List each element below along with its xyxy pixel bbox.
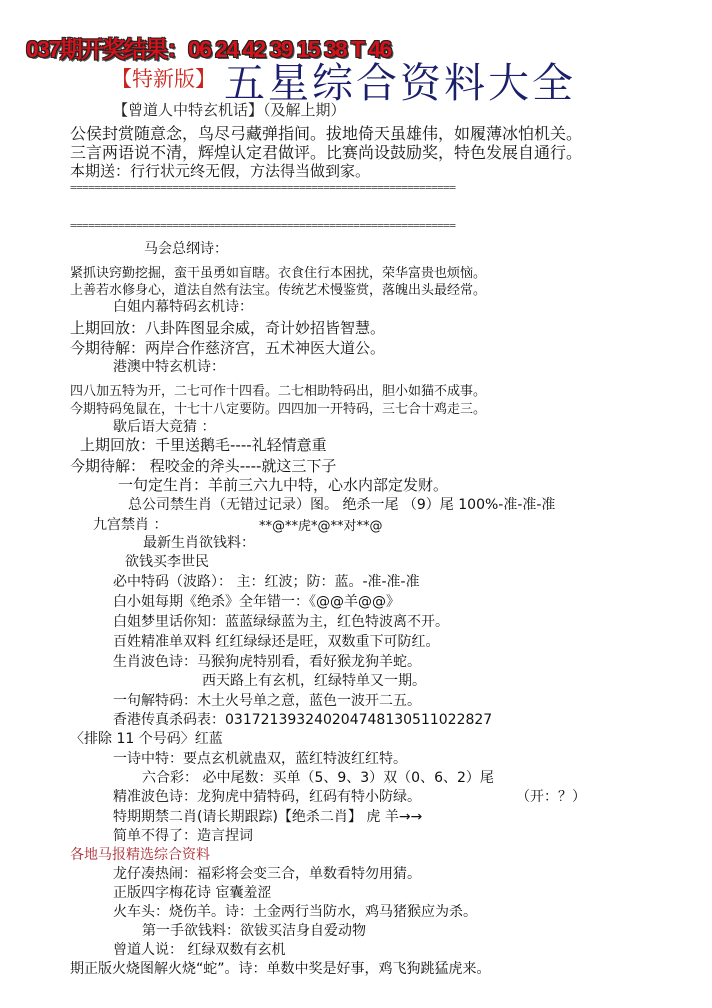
last-period-answer: 上期回放：千里送鹅毛----礼轻情意重 [80, 436, 327, 454]
riddle-line: 欲钱买李世民 [125, 554, 209, 570]
section-heading-zuixin: 最新生肖欲钱料： [143, 535, 255, 551]
poem-line: 龙仔凑热闹：福彩将会变三合，单数看特勿用猜。 [113, 866, 421, 882]
poem-line: 上善若水修身心，道法自然有法宝。传统艺术慢鉴赏，落魄出头最经常。 [70, 283, 487, 298]
tail-number-line: 六合彩： 必中尾数：买单（5、9、3）双（0、6、2）尾 [142, 770, 494, 786]
section-heading-xiehouyu: 歇后语大竞猜 ： [113, 419, 216, 435]
separator: ================================================================ [70, 181, 456, 194]
section-heading-zengdaoren: 【曾道人中特玄机话】（及解上期） [113, 101, 346, 119]
result-banner: 037期开奖结果：06 24 42 39 15 38 T 46 [26, 36, 391, 62]
riddle-line: 第一手欲钱料：欲钹买洁身自爱动物 [142, 923, 366, 939]
kill-line: 白小姐每期《绝杀》全年错一：《@@羊@@》 [113, 594, 400, 610]
odd-even-line: 百姓精准单双料 红红绿绿还是旺，双数重下可防红。 [113, 634, 440, 650]
poem-line: 今期特码兔鼠在，十七十八定要防。四四加一开特码，三七合十鸡走三。 [70, 402, 487, 417]
edition-tag: 【特新版】 [111, 67, 216, 91]
current-period-riddle: 今期待解：两岸合作慈济宫，五术神医大道公。 [70, 339, 386, 357]
wave-poem-line: 精准波色诗：龙狗虎中猜特码，红码有特小防绿。 [113, 789, 421, 805]
current-period-riddle: 今期待解： 程咬金的斧头----就这三下子 [70, 457, 337, 475]
last-period-answer: 上期回放：八卦阵图显余威，奇计妙招皆智慧。 [70, 319, 386, 337]
section-heading-baijie: 白姐内幕特码玄机诗： [113, 299, 253, 315]
section-heading-mahui: 马会总纲诗： [144, 241, 228, 257]
zodiac-wave-poem: 生肖波色诗：马猴狗虎特别看，看好猴龙狗羊蛇。 [113, 654, 421, 670]
dream-line: 白姐梦里话你知：蓝蓝绿绿蓝为主，红色特波离不开。 [113, 614, 449, 630]
zengdaoren-says: 曾道人说： 红绿双数有玄机 [113, 942, 286, 958]
fire-burn-line: 期正版火烧图解火烧“蛇”。诗：单数中奖是好事，鸡飞狗跳猛虎来。 [70, 961, 491, 977]
company-ban-line: 总公司禁生肖（无错过记录）图。 绝杀一尾 （9）尾 100%-准-准-准 [128, 497, 556, 513]
section-heading-gedi: 各地马报精选综合资料 [70, 847, 210, 863]
poem-line: 本期送：行行状元终无假，方法得当做到家。 [70, 162, 371, 180]
page-title: 五星综合资料大全 [224, 59, 576, 107]
poem-line: 三言两语说不清，辉煌认定君做评。比赛尚设鼓励奖，特色发展自通行。 [70, 143, 583, 162]
section-heading-gangao: 港澳中特玄机诗： [113, 359, 225, 375]
zodiac-wave-poem: 西天路上有玄机，红绿特单又一期。 [202, 673, 426, 689]
exclude-line: 〈排除 11 个号码〉红蓝 [70, 731, 223, 747]
decode-line: 一句解特码：木土火号单之意，蓝色一波开二五。 [113, 693, 421, 709]
poem-line: 一诗中特：要点玄机就蛊双，蓝红特波红红特。 [113, 751, 407, 767]
wave-pick-line: 必中特码（波路）： 主：红波；防：蓝。-准-准-准 [113, 574, 420, 590]
plum-poem-line: 正版四字梅花诗 宦囊羞涩 [113, 885, 272, 901]
poem-line: 四八加五特为开，二七可作十四看。二七相助特码出，胆小如猫不成事。 [70, 384, 487, 399]
separator: ================================================================ [70, 219, 456, 232]
jiugong-value: **@**虎*@**对**@ [259, 519, 383, 534]
idiom-line: 简单不得了：造言捏词 [113, 828, 253, 844]
poem-line: 紧抓诀窍勤挖掘，蛮干虽勇如盲瞎。衣食住行本困扰，荣华富贵也烦恼。 [70, 266, 487, 281]
fax-kill-table: 香港传真杀码表：03172139324020474813051102​2827 [113, 712, 493, 728]
open-result: （开：？） [516, 789, 586, 805]
jiugong-label: 九宫禁肖 ： [93, 517, 168, 533]
poem-line: 公侯封赏随意念，鸟尽弓藏弹指间。拔地倚天虽雄伟，如履薄冰怕机关。 [70, 124, 583, 143]
zodiac-line: 一句定生肖：羊前三六九中特，心水内部定发财。 [118, 476, 449, 494]
ban-two-zodiac-line: 特期期禁二肖(请长期跟踪)【绝杀二肖】 虎 羊→→ [113, 809, 423, 825]
train-head-line: 火车头：烧伤羊。诗：土金两行当防水，鸡马猪猴应为杀。 [113, 904, 477, 920]
